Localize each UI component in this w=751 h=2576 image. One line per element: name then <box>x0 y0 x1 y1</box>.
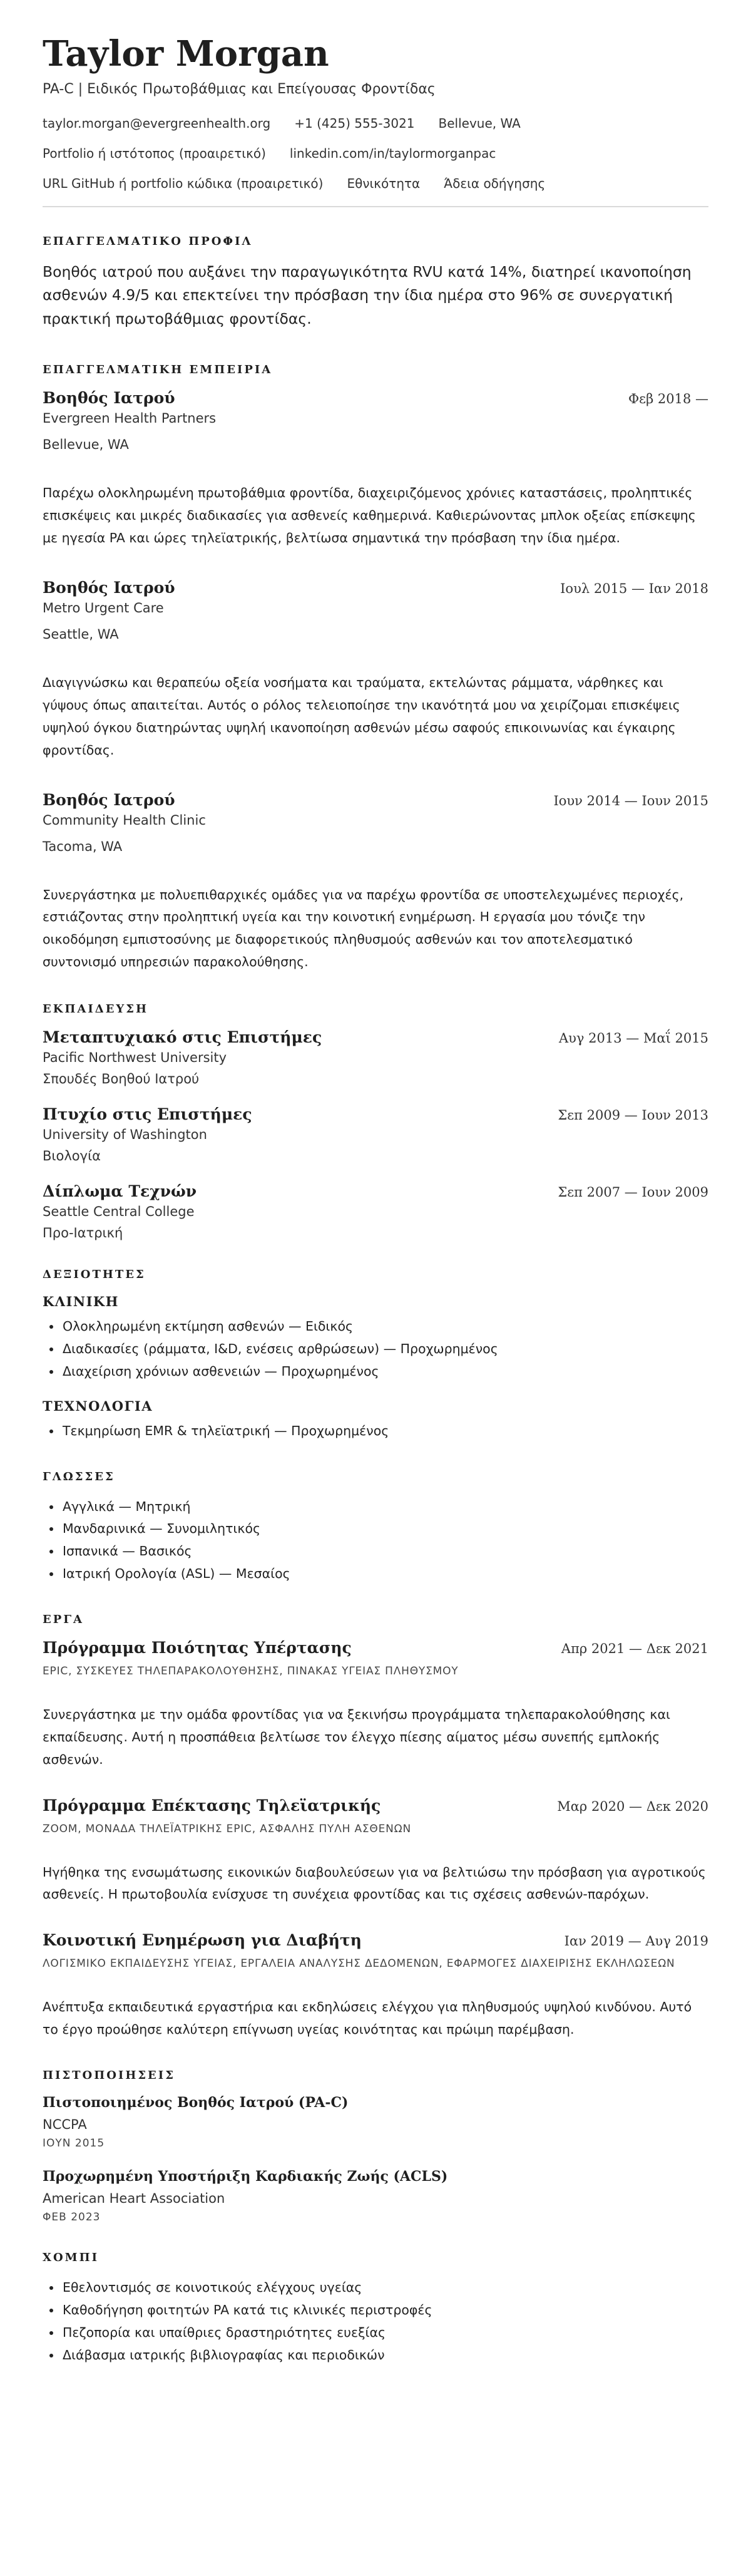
skill-group-title: ΚΛΙΝΙΚΗ <box>43 1294 119 1309</box>
project-technologies: ΛΟΓΙΣΜΙΚΟ ΕΚΠΑΙΔΕΥΣΗΣ ΥΓΕΙΑΣ, ΕΡΓΑΛΕΙΑ ΑΝΑΛΥΣΗΣ ΔΕΔΟΜΕΝΩΝ, ΕΦΑΡΜΟΓΕΣ ΔΙΑΧΕΙΡΙΣΗΣ ΕΚΛΗΛΩΣΕΩΝ <box>43 1957 675 1971</box>
school-name: University of Washington <box>43 1127 207 1142</box>
certification-name: Πιστοποιημένος Βοηθός Ιατρού (PA-C) <box>43 2094 349 2111</box>
experience-title: ΕΠΑΓΓΕΛΜΑΤΙΚΗ ΕΜΠΕΙΡΙΑ <box>43 363 273 377</box>
school-name: Pacific Northwest University <box>43 1050 227 1065</box>
job-company: Evergreen Health Partners <box>43 411 217 426</box>
project-description: Συνεργάστηκα με την ομάδα φροντίδας για να ξεκινήσω προγράμματα τηλεπαρακολούθησης και εκπαίδευσης. Αυτή η προσπάθεια βελτίωσε τον έλεγχο πίεσης αίματος μέσω συνεπής εμπλοκής ασθενών. <box>43 1706 670 1767</box>
certification-issuer: NCCPA <box>43 2116 87 2132</box>
experience-section <box>43 363 708 974</box>
field-of-study: Προ-Ιατρική <box>43 1225 123 1240</box>
degree-title: Μεταπτυχιακό στις Επιστήμες <box>43 1028 322 1046</box>
skill-item: • Τεκμηρίωση EMR & τηλεϊατρική — Προχωρημένος <box>61 1420 708 1443</box>
job-description: Διαγιγνώσκω και θεραπεύω οξεία νοσήματα και τραύματα, εκτελώντας ράμματα, νάρθηκες και γύψους όπως απαιτείται. Αυτός ο ρόλος τελειοποίησε την ικανότητά μου να χειρίζομαι επισκέψεις υψηλού όγκου διατηρώντας υψηλή ικανοποίηση ασθενών μέσω σαφούς επικοινωνίας και έγκαιρης φροντίδας. <box>43 675 680 758</box>
education-item <box>43 1105 708 1163</box>
summary-text: Βοηθός ιατρού που αυξάνει την παραγωγικότητα RVU κατά 14%, διατηρεί ικανοποίηση ασθενών 4.9/5 και επεκτείνει την πρόσβαση την ίδια ημέρα στο 96% σε συνεργατική πρακτική πρωτοβάθμιας φροντίδας. <box>43 262 692 327</box>
nationality-text: Εθνικότητα <box>347 175 421 191</box>
degree-title: Πτυχίο στις Επιστήμες <box>43 1105 252 1123</box>
degree-dates: Αυγ 2013 — Μαΐ 2015 <box>559 1031 708 1046</box>
education-section <box>43 1002 708 1240</box>
languages-title: ΓΛΩΣΣΕΣ <box>43 1470 115 1483</box>
certification-date: ΦΕΒ 2023 <box>43 2210 101 2223</box>
certification-item <box>43 2094 708 2150</box>
job-title: Βοηθός Ιατρού <box>43 389 175 408</box>
experience-item <box>43 791 708 974</box>
project-description: Ηγήθηκα της ενσωμάτωσης εικονικών διαβουλεύσεων για να βελτιώσω την πρόσβαση για αγροτικούς ασθενείς. Η πρωτοβουλία ενίσχυσε τη συνέχεια φροντίδας και τις σχέσεις ασθενών-παρόχων. <box>43 1864 706 1902</box>
skill-item: • Διαδικασίες (ράμματα, I&D, ενέσεις αρθρώσεων) — Προχωρημένος <box>61 1338 708 1361</box>
degree-dates: Σεπ 2007 — Ιουν 2009 <box>558 1185 708 1200</box>
github-link[interactable]: URL GitHub ή portfolio κώδικα (προαιρετικό) <box>43 175 324 191</box>
skill-item: • Ολοκληρωμένη εκτίμηση ασθενών — Ειδικός <box>61 1316 708 1338</box>
field-of-study: Σπουδές Βοηθού Ιατρού <box>43 1071 200 1086</box>
candidate-name: Taylor Morgan <box>43 33 329 75</box>
job-location: Bellevue, WA <box>43 437 129 453</box>
project-technologies: EPIC, ΣΥΣΚΕΥΕΣ ΤΗΛΕΠΑΡΑΚΟΛΟΥΘΗΣΗΣ, ΠΙΝΑΚΑΣ ΥΓΕΙΑΣ ΠΛΗΘΥΣΜΟΥ <box>43 1665 459 1677</box>
languages-section <box>43 1470 708 1586</box>
education-item <box>43 1182 708 1240</box>
job-description: Συνεργάστηκα με πολυεπιθαρχικές ομάδες για να παρέχω φροντίδα σε υποστελεχωμένες περιοχές, εστιάζοντας στην προληπτική υγεία και την κοινοτική ενημέρωση. Η εργασία μου τόνιζε την οικοδόμηση εμπιστοσύνης με διαφορετικούς πληθυσμούς ασθενών και τον αποτελεσματικό συντονισμό υπηρεσιών παρακολούθησης. <box>43 887 684 970</box>
experience-item <box>43 389 708 550</box>
phone-link[interactable]: +1 (425) 555-3021 <box>294 115 415 131</box>
language-item: • Ιατρική Ορολογία (ASL) — Μεσαίος <box>61 1563 708 1585</box>
skill-list <box>43 1420 708 1443</box>
language-item: • Ισπανικά — Βασικός <box>61 1540 708 1563</box>
job-dates: Ιουλ 2015 — Ιαν 2018 <box>560 581 708 596</box>
job-title: Βοηθός Ιατρού <box>43 579 175 597</box>
project-dates: Απρ 2021 — Δεκ 2021 <box>561 1641 708 1656</box>
linkedin-link[interactable]: linkedin.com/in/taylormorganpac <box>289 145 496 161</box>
location-text: Bellevue, WA <box>438 115 521 131</box>
hobby-item: • Πεζοπορία και υπαίθριες δραστηριότητες ευεξίας <box>61 2322 708 2344</box>
header-divider <box>43 206 708 207</box>
project-name: Κοινοτική Ενημέρωση για Διαβήτη <box>43 1931 362 1950</box>
summary-title: ΕΠΑΓΓΕΛΜΑΤΙΚΟ ΠΡΟΦΙΛ <box>43 234 253 248</box>
project-name: Πρόγραμμα Επέκτασης Τηλεϊατρικής <box>43 1796 381 1815</box>
job-company: Community Health Clinic <box>43 812 206 828</box>
skills-section <box>43 1268 708 1443</box>
language-item: • Αγγλικά — Μητρική <box>61 1496 708 1518</box>
driving-license-text: Άδεια οδήγησης <box>444 175 546 191</box>
hobby-item: • Καθοδήγηση φοιτητών PA κατά τις κλινικές περιστροφές <box>61 2299 708 2322</box>
hobby-item: • Εθελοντισμός σε κοινοτικούς ελέγχους υγείας <box>61 2277 708 2299</box>
hobbies-title: ΧΟΜΠΙ <box>43 2250 99 2264</box>
project-item <box>43 1639 708 1771</box>
project-description: Ανέπτυξα εκπαιδευτικά εργαστήρια και εκδηλώσεις ελέγχου για πληθυσμούς υψηλού κινδύνου. Αυτό το έργο προώθησε καλύτερη επίγνωση υγείας κοινότητας και πρώιμη παρέμβαση. <box>43 1999 692 2038</box>
job-description: Παρέχω ολοκληρωμένη πρωτοβάθμια φροντίδα, διαχειριζόμενος χρόνιες καταστάσεις, προληπτικές επισκέψεις και μικρές διαδικασίες για ασθενείς καθημερινά. Καθιερώνοντας μπλοκ οξείας επίσκεψης με ηγεσία PA και ώρες τηλεϊατρικής, βελτίωσα σημαντικά την πρόσβαση την ίδια ημέρα. <box>43 485 696 546</box>
certification-item <box>43 2168 708 2223</box>
skill-group-title: ΤΕΧΝΟΛΟΓΙΑ <box>43 1398 153 1414</box>
skill-item: • Διαχείριση χρόνιων ασθενειών — Προχωρημένος <box>61 1361 708 1383</box>
project-name: Πρόγραμμα Ποιότητας Υπέρτασης <box>43 1639 352 1657</box>
certification-name: Προχωρημένη Υποστήριξη Καρδιακής Ζωής (ACLS) <box>43 2168 448 2185</box>
hobby-list <box>43 2277 708 2367</box>
summary-section <box>43 235 708 331</box>
hobbies-section <box>43 2251 708 2367</box>
email-link[interactable]: taylor.morgan@evergreenhealth.org <box>43 115 271 131</box>
job-location: Tacoma, WA <box>43 838 123 854</box>
project-item <box>43 1931 708 2041</box>
portfolio-link[interactable]: Portfolio ή ιστότοπος (προαιρετικό) <box>43 145 266 161</box>
contact-row-1 <box>43 116 708 131</box>
language-list <box>43 1496 708 1586</box>
skill-list <box>43 1316 708 1383</box>
contact-row-2 <box>43 146 708 161</box>
skills-title: ΔΕΞΙΟΤΗΤΕΣ <box>43 1268 146 1281</box>
education-item <box>43 1028 708 1086</box>
project-dates: Μαρ 2020 — Δεκ 2020 <box>557 1798 708 1814</box>
certifications-section <box>43 2069 708 2223</box>
school-name: Seattle Central College <box>43 1204 195 1219</box>
job-company: Metro Urgent Care <box>43 600 164 616</box>
degree-dates: Σεπ 2009 — Ιουν 2013 <box>558 1108 708 1123</box>
project-item <box>43 1796 708 1907</box>
job-location: Seattle, WA <box>43 627 119 642</box>
project-dates: Ιαν 2019 — Αυγ 2019 <box>564 1934 708 1949</box>
certifications-title: ΠΙΣΤΟΠΟΙΗΣΕΙΣ <box>43 2068 175 2082</box>
language-item: • Μανδαρινικά — Συνομιλητικός <box>61 1518 708 1540</box>
projects-section <box>43 1613 708 2041</box>
degree-title: Δίπλωμα Τεχνών <box>43 1182 197 1200</box>
education-title: ΕΚΠΑΙΔΕΥΣΗ <box>43 1002 149 1016</box>
job-dates: Φεβ 2018 — <box>628 391 708 407</box>
project-technologies: ZOOM, ΜΟΝΑΔΑ ΤΗΛΕΪΑΤΡΙΚΗΣ EPIC, ΑΣΦΑΛΗΣ ΠΥΛΗ ΑΣΘΕΝΩΝ <box>43 1822 411 1835</box>
hobby-item: • Διάβασμα ιατρικής βιβλιογραφίας και περιοδικών <box>61 2344 708 2367</box>
projects-title: ΕΡΓΑ <box>43 1613 84 1626</box>
candidate-headline: PA-C | Ειδικός Πρωτοβάθμιας και Επείγουσας Φροντίδας <box>43 81 436 97</box>
certification-issuer: American Heart Association <box>43 2190 225 2206</box>
job-title: Βοηθός Ιατρού <box>43 790 175 809</box>
job-dates: Ιουν 2014 — Ιουν 2015 <box>553 793 708 808</box>
field-of-study: Βιολογία <box>43 1148 101 1163</box>
experience-item <box>43 579 708 762</box>
contact-row-3 <box>43 176 708 191</box>
certification-date: ΙΟΥΝ 2015 <box>43 2136 105 2150</box>
